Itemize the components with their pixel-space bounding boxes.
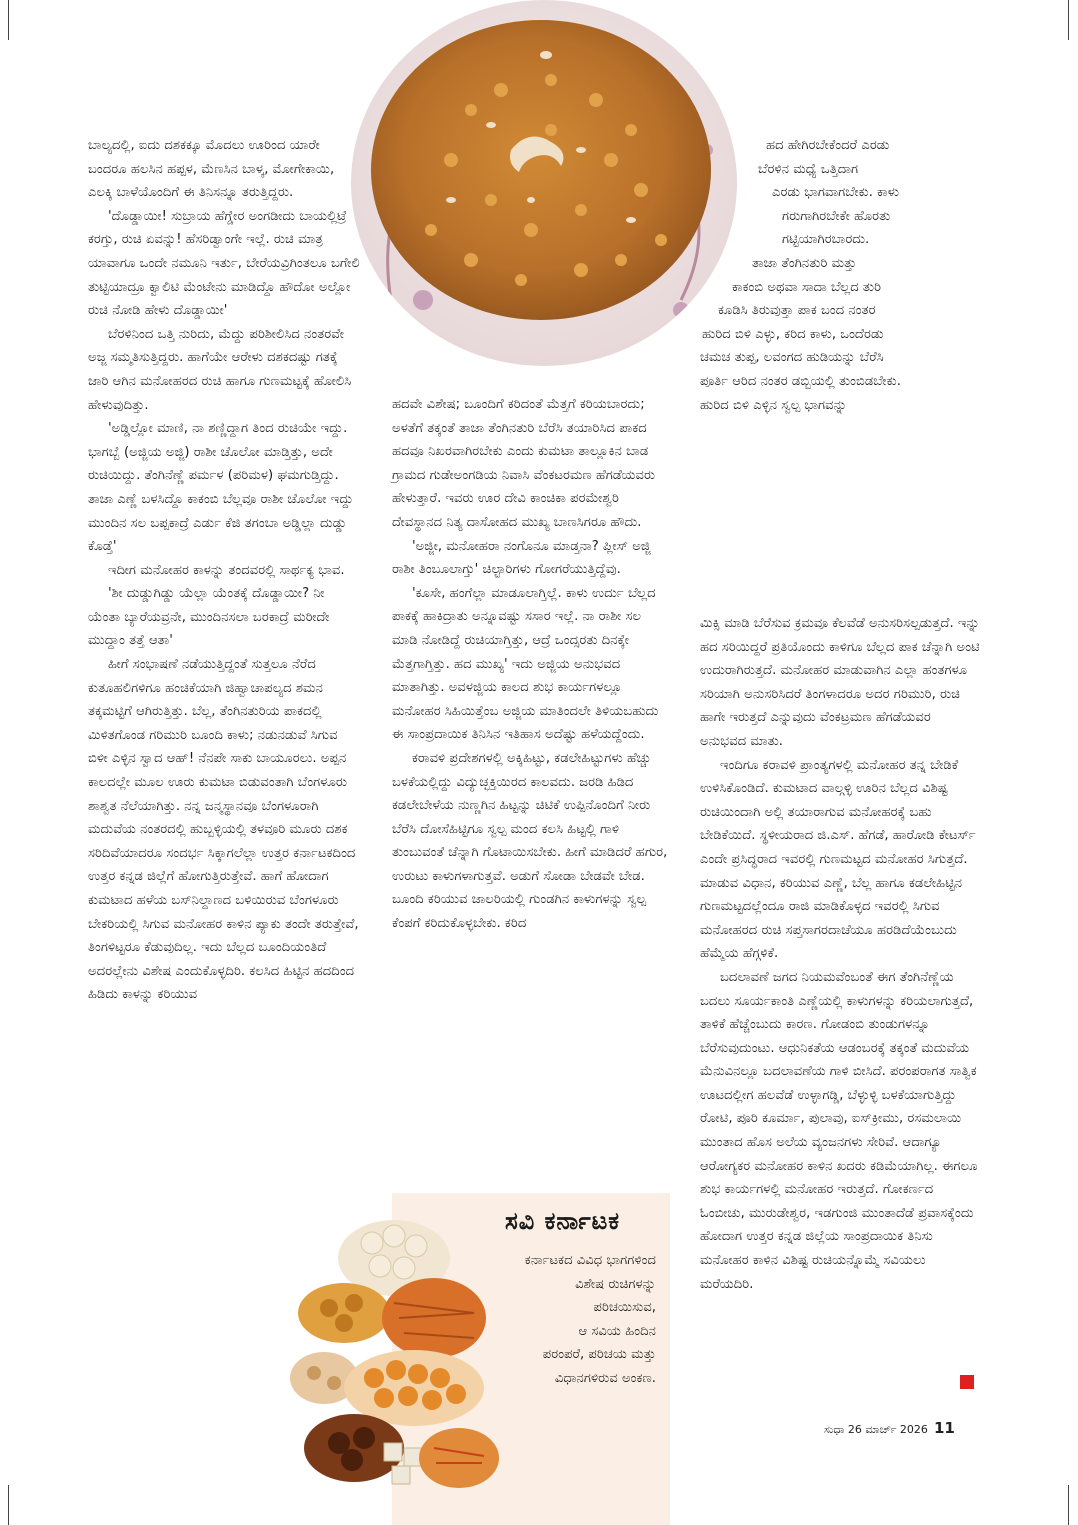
wrap-line: ಪೂರ್ತಿ ಆರಿದ ನಂತರ ಡಬ್ಬಿಯಲ್ಲಿ ತುಂಬಿಡಬೇಕು. [700,373,901,389]
crop-mark [8,1485,9,1525]
wrap-line: ಬೆರಳಿನ ಮಧ್ಯೆ ಒತ್ತಿದಾಗ [758,161,859,177]
page-footer [824,1419,955,1437]
manohara-dish-photo [351,0,737,366]
paragraph: ಬಾಲ್ಯದಲ್ಲಿ, ಐದು ದಶಕಕ್ಕೂ ಮೊದಲು ಊರಿಂದ ಯಾರೇ ಬಂದರೂ ಹಲಸಿನ ಹಪ್ಪಳ, ಮೆಣಸಿನ ಬಾಳ್ಕ, ಮೋಗೇಕಾಯಿ, ಎಲಕ್ಕಿ ಬಾಳೆಯೊಂದಿಗೆ ಈ ತಿನಿಸನ್ನೂ ತರುತ್ತಿದ್ದರು. [88,138,335,201]
description-line: ಕರ್ನಾಟಕದ ವಿವಿಧ ಭಾಗಗಳಿಂದ [524,1253,656,1268]
paragraph: ಬದಲಾವಣೆ ಜಗದ ನಿಯಮವೆಂಬಂತೆ ಈಗ ತೆಂಗಿನೆಣ್ಣೆಯ ಬದಲು ಸೂರ್ಯಕಾಂತಿ ಎಣ್ಣೆಯಲ್ಲಿ ಕಾಳುಗಳನ್ನು ಕರಿಯಲಾಗುತ್ತದೆ, ತಾಳಿಕೆ ಹೆಚ್ಚೆಂಬುದು ಕಾರಣ. ಗೋಡಂಬಿ ತುಂಡುಗಳನ್ನೂ ಬೆರೆಸುವುದುಂಟು. ಆಧುನಿಕತೆಯ ಆಡಂಬರಕ್ಕೆ ತಕ್ಕಂತೆ ಮದುವೆಯ ಮೆನುವಿನಲ್ಲೂ ಬದಲಾವಣೆಯ ಗಾಳಿ ಬೀಸಿದೆ. ಪರಂಪರಾಗತ ಸಾತ್ವಿಕ ಊಟದಲ್ಲೀಗ ಹಲವೆಡೆ ಉಳ್ಳಾಗಡ್ಡಿ, ಬೆಳ್ಳುಳ್ಳಿ ಬಳಕೆಯಾಗುತ್ತಿದ್ದು ರೋಟಿ, ಪೂರಿ ಕೂರ್ಮಾ, ಪುಲಾವು, ಐಸ್‌ಕ್ರೀಮು, ರಸಮಲಾಯಿ ಮುಂತಾದ ಹೊಸ ಅಲೆಯ ವ್ಯಂಜನಗಳು ಸೇರಿವೆ. ಆದಾಗ್ಯೂ ಆರೋಗ್ಯಕರ ಮನೋಹರ ಕಾಳಿನ ಖದರು ಕಡಿಮೆಯಾಗಿಲ್ಲ. ಈಗಲೂ ಶುಭ ಕಾರ್ಯಗಳಲ್ಲಿ ಮನೋಹರ ಇರುತ್ತದೆ. ಗೋಕರ್ಣದ ಓಂಬೀಚು, ಮುರುಡೇಶ್ವರ, ಇಡಗುಂಜಿ ಮುಂತಾದೆಡೆ ಪ್ರವಾಸಕ್ಕೆಂದು ಹೋದಾಗ ಉತ್ತರ ಕನ್ನಡ ಜಿಲ್ಲೆಯ ಸಾಂಪ್ರದಾಯಿಕ ತಿನಿಸು ಮನೋಹರ ಕಾಳಿನ ವಿಶಿಷ್ಟ ರುಚಿಯನ್ನೊಮ್ಮೆ ಸವಿಯಲು ಮರೆಯದಿರಿ. [700,969,978,1292]
article-end-mark [960,1375,974,1389]
paragraph: ಬೆರಳಿನಿಂದ ಒತ್ತಿ ನುರಿದು, ಮೆದ್ದು ಪರಿಶೀಲಿಸಿದ ನಂತರವೇ ಅಜ್ಜ ಸಮ್ಮತಿಸುತ್ತಿದ್ದರು. ಹಾಗೆಯೇ ಆರೇಳು ದಶಕದಷ್ಟು ಗತಕ್ಕೆ ಜಾರಿ ಆಗಿನ ಮನೋಹರದ ರುಚಿ ಹಾಗೂ ಗುಣಮಟ್ಟಕ್ಕೆ ಹೋಲಿಸಿ ಹೇಳುವುದಿತ್ತು. [88,326,352,413]
wrap-line: ಗಟ್ಟಿಯಾಗಿರಬಾರದು. [782,232,870,248]
crop-mark [1068,0,1069,40]
article-right-column-wrap [690,134,990,417]
paragraph: 'ಶೀ ದುಡ್ಡುಗಿಡ್ಡು ಯೆಲ್ಲಾ ಯೆಂತಕ್ಕೆ ದೊಡ್ಡಾಯೀ? ನೀ ಯೆಂತಾ ಬ್ಯಾರೆಯವ್ರನೇ, ಮುಂದಿನಸಲಾ ಬರಕಾದ್ರೆ ಮರೀದೇ ಮುದ್ದಾಂ ತತ್ತೆ ಆತಾ' [88,586,330,649]
description-line: ಪರಿಚಯಿಸುವ, [593,1300,656,1316]
paragraph: ಕರಾವಳಿ ಪ್ರದೇಶಗಳಲ್ಲಿ ಅಕ್ಕಿಹಿಟ್ಟು, ಕಡಲೇಹಿಟ್ಟುಗಳು ಹೆಚ್ಚು ಬಳಕೆಯಲ್ಲಿದ್ದು ವಿದ್ಯುಚ್ಛಕ್ತಿಯಿರದ ಕಾಲವದು. ಜರಡಿ ಹಿಡಿದ ಕಡಲೇಬೇಳೆಯ ನುಣ್ಣಗಿನ ಹಿಟ್ಟನ್ನು ಚಿಟಿಕೆ ಉಪ್ಪಿನೊಂದಿಗೆ ನೀರು ಬೆರೆಸಿ ದೋಸೆಹಿಟ್ಟಿಗೂ ಸ್ವಲ್ಪ ಮಂದ ಕಲಸಿ ಹಿಟ್ಟಲ್ಲಿ ಗಾಳಿ ತುಂಬುವಂತೆ ಚೆನ್ನಾಗಿ ಗೊಟಾಯಿಸಬೇಕು. ಹೀಗೆ ಮಾಡಿದರೆ ಹಗುರ, ಉರುಟು ಕಾಳುಗಳಾಗುತ್ತವೆ. ಅಡುಗೆ ಸೋಡಾ ಬೇಡವೇ ಬೇಡ. ಬೂಂದಿ ಕರಿಯುವ ಜಾಲರಿಯಲ್ಲಿ ಗುಂಡಗಿನ ಕಾಳುಗಳನ್ನು ಸ್ವಲ್ಪ ಕೆಂಪಗೆ ಕರಿದುಕೊಳ್ಳಬೇಕು. ಕರಿದ [392,750,668,932]
page-number: 11 [933,1419,955,1437]
wrap-line: ಗರುಗಾಗಿರಬೇಕೇ ಹೊರತು [782,208,891,224]
paragraph: ಹೀಗೆ ಸಂಭಾಷಣೆ ನಡೆಯುತ್ತಿದ್ದಂತೆ ಸುತ್ತಲೂ ನೆರೆದ ಕುತೂಹಲಿಗಳಿಗೂ ಹಂಚಿಕೆಯಾಗಿ ಜಿಹ್ವಾಚಾಪಲ್ಯದ ಶಮನ ತಕ್ಕಮಟ್ಟಿಗೆ ಆಗಿರುತ್ತಿತ್ತು. ಬೆಲ್ಲ, ತೆಂಗಿನತುರಿಯ ಪಾಕದಲ್ಲಿ ಮಿಳಿತಗೊಂಡ ಗರಿಮುರಿ ಬೂಂದಿ ಕಾಳು; ನಡುನಡುವೆ ಸಿಗುವ ಬಿಳೀ ಎಳ್ಳಿನ ಸ್ವಾದ ಆಹ್! ನೆನಪೇ ಸಾಕು ಬಾಯೂರಲು. ಅಪ್ಪನ ಕಾಲದಲ್ಲೇ ಮೂಲ ಊರು ಕುಮಟಾ ಬಿಡುವಂತಾಗಿ ಬೆಂಗಳೂರು ಶಾಶ್ವತ ನೆಲೆಯಾಗಿತ್ತು. ನನ್ನ ಜನ್ಮಸ್ಥಾನವೂ ಬೆಂಗಳೂರಾಗಿ ಮದುವೆಯ ನಂತರದಲ್ಲಿ ಹುಬ್ಬಳ್ಳಿಯಲ್ಲಿ ತಳವೂರಿ ಮೂರು ದಶಕ ಸರಿದಿವೆಯಾದರೂ ಸಂದರ್ಭ ಸಿಕ್ಕಾಗಲೆಲ್ಲಾ ಉತ್ತರ ಕರ್ನಾಟಕದಿಂದ ಉತ್ತರ ಕನ್ನಡ ಜಿಲ್ಲೆಗೆ ಹೋಗುತ್ತಿರುತ್ತೇವೆ. ಹಾಗೆ ಹೋದಾಗ ಕುಮಟಾದ ಹಳೆಯ ಬಸ್‌ನಿಲ್ದಾಣದ ಬಳಿಯಿರುವ ಬೆಂಗಳೂರು ಬೇಕರಿಯಲ್ಲಿ ಸಿಗುವ ಮನೋಹರ ಕಾಳಿನ ಪ್ಯಾಕು ತಂದೇ ತರುತ್ತೇವೆ, ತಿಂಗಳಿಟ್ಟರೂ ಕೆಡುವುದಿಲ್ಲ. ಇದು ಬೆಲ್ಲದ ಬೂಂದಿಯಂತಿದೆ ಅದರಲ್ಲೇನು ವಿಶೇಷ ಎಂದುಕೊಳ್ಳದಿರಿ. ಕಲಸಿದ ಹಿಟ್ಟಿನ ಹದದಿಂದ ಹಿಡಿದು ಕಾಳನ್ನು ಕರಿಯುವ [88,657,359,1003]
crop-mark [1068,1485,1069,1525]
description-line: ವಿಶೇಷ ರುಚಿಗಳನ್ನು [575,1276,656,1292]
description-line: ಆ ಸವಿಯ ಹಿಂದಿನ [578,1323,656,1339]
sweets-photo [284,1198,506,1498]
article-left-column [88,134,360,1007]
article-middle-column [392,393,670,936]
wrap-line: ಚಮಚ ತುಪ್ಪ, ಲವಂಗದ ಹುಡಿಯನ್ನು ಬೆರೆಸಿ [700,350,884,366]
paragraph: 'ದೊಡ್ಡಾಯೀ! ಸುಬ್ರಾಯ ಹೆಗ್ಡೇರ ಅಂಗಡೀದು ಬಾಯಲ್ಲಿಟ್ರೆ ಕರಗ್ತು, ರುಚಿ ಏವನ್ನು! ಹೆಸರಿಡ್ವಾಂಗೇ ಇಲ್ಲೆ. ರುಚಿ ಮಾತ್ರ ಯಾವಾಗೂ ಒಂದೇ ನಮೂನಿ ಇರ್ತು, ಬೇರೆಯವ್ರಿಗಿಂತಲೂ ಬಗೇಲಿ ತುಟ್ಟಿಯಾದ್ರೂ ಕ್ವಾಲಿಟಿ ಮೆಂಟೇನು ಮಾಡಿದ್ದೊ ಹೌದೋ ಅಲ್ಲೋ ರುಚಿ ನೋಡಿ ಹೇಳು ದೊಡ್ಡಾಯೀ' [88,208,360,319]
wrap-line: ಕಾಕಂಬಿ ಅಥವಾ ಸಾದಾ ಬೆಲ್ಲದ ತುರಿ [732,279,882,295]
description-line: ಪರಂಪರೆ, ಪರಿಚಯ ಮತ್ತು [542,1347,656,1363]
wrap-line: ಹುರಿದ ಬಿಳಿ ಎಳ್ಳಿನ ಸ್ವಲ್ಪ ಭಾಗವನ್ನು [700,397,847,413]
wrap-line: ಹುರಿದ ಬಿಳಿ ಎಳ್ಳು, ಕರಿದ ಕಾಳು, ಒಂದೆರಡು [702,326,884,342]
paragraph: 'ಅಜ್ಜೀ, ಮನೋಹರಾ ನಂಗೊನೂ ಮಾಡ್ತನಾ? ಪ್ಲೀಸ್ ಅಜ್ಜಿ ರಾಶೀ ತಿಂಬೂಲಾಗ್ತು' ಚಿಲ್ಟಾರಿಗಳು ಗೋಗರೆಯುತ್ತಿದ್ದೆವು. [392,538,651,578]
description-line: ವಿಧಾನಗಳಿರುವ ಅಂಕಣ. [554,1370,656,1386]
issue-date: ಸುಧಾ 26 ಮಾರ್ಚ್ 2026 [824,1423,928,1436]
paragraph: ಮಿಕ್ಸಿ ಮಾಡಿ ಬೆರೆಸುವ ಕ್ರಮವೂ ಕೆಲವೆಡೆ ಅನುಸರಿಸಲ್ಪಡುತ್ತದೆ. ಇನ್ನು ಹದ ಸರಿಯಿದ್ದರೆ ಪ್ರತಿಯೊಂದು ಕಾಳಿಗೂ ಬೆಲ್ಲದ ಪಾಕ ಚೆನ್ನಾಗಿ ಅಂಟಿ ಉದುರಾಗಿರುತ್ತದೆ. ಮನೋಹರ ಮಾಡುವಾಗಿನ ಎಲ್ಲಾ ಹಂತಗಳೂ ಸರಿಯಾಗಿ ಅನುಸರಿಸಿದರೆ ತಿಂಗಳಾದರೂ ಅದರ ಗರಿಮುರಿ, ರುಚಿ ಹಾಗೇ ಇರುತ್ತದೆ ಎನ್ನುವುದು ವೆಂಕಟ್ರಮಣ ಹೆಗಡೆಯವರ ಅನುಭವದ ಮಾತು. [700,616,980,749]
article-right-column [700,612,980,1296]
wrap-line: ಎರಡು ಭಾಗವಾಗಬೇಕು. ಕಾಳು [772,185,900,201]
paragraph: 'ಕೂಸೇ, ಹಂಗೆಲ್ಲಾ ಮಾಡೂಲಾಗ್ತಿಲ್ಲೆ. ಕಾಳು ಉರ್ದು ಬೆಲ್ಲದ ಪಾಕಕ್ಕೆ ಹಾಕಿದ್ರಾತು ಅನ್ನೂವಷ್ಟು ಸಸಾರ ಇಲ್ಲೆ. ನಾ ರಾಶೀ ಸಲ ಮಾಡಿ ನೋಡಿದ್ದೆ ರುಚಿಯಾಗ್ತಿತ್ತು, ಆದ್ರೆ ಒಂದ್ಸರತು ದಿನಕ್ಕೇ ಮೆತ್ತಗಾಗ್ತಿತ್ತು. ಹದ ಮುಖ್ಯ' ಇದು ಅಜ್ಜಿಯ ಅನುಭವದ ಮಾತಾಗಿತ್ತು. ಅವಳಜ್ಜಿಯ ಕಾಲದ ಶುಭ ಕಾರ್ಯಗಳಲ್ಲೂ ಮನೋಹರ ಸಿಹಿಯಿತ್ತೆಂಬ ಅಜ್ಜಿಯ ಮಾತಿಂದಲೇ ತಿಳಿಯಬಹುದು ಈ ಸಾಂಪ್ರದಾಯಿಕ ತಿನಿಸಿನ ಇತಿಹಾಸ ಅದೆಷ್ಟು ಹಳೆಯದ್ದೆಂದು. [392,585,659,743]
paragraph: 'ಅಡ್ಡಿಲ್ಲೋ ಮಾಣಿ, ನಾ ಶಣ್ಣಿದ್ದಾಗ ತಿಂದ ರುಚಿಯೇ ಇದ್ದು. ಭಾಗಬ್ಬೆ (ಅಜ್ಜಿಯ ಅಜ್ಜಿ) ರಾಶೀ ಚೊಲೋ ಮಾಡ್ತಿತ್ತು, ಅದೇ ರುಚಿಯಿದ್ದು. ತೆಂಗಿನೆಣ್ಣೆ ಪರ್ಮಳ (ಪರಿಮಳ) ಘಮಗುಡ್ತಿದ್ದು. ತಾಜಾ ಎಣ್ಣೆ ಬಳಸಿದ್ದೊ ಕಾಕಂಬಿ ಬೆಲ್ಲವೂ ರಾಶೀ ಚೊಲೋ ಇದ್ದು ಮುಂದಿನ ಸಲ ಬಪ್ಪಕಾದ್ರೆ ಎರ್ಡು ಕೆಜಿ ತಗಂಬಾ ಅಡ್ಡಿಲ್ಲಾ ದುಡ್ಡು ಕೊಡ್ತೆ' [88,421,354,555]
paragraph: ಹದವೇ ವಿಶೇಷ; ಬೂಂದಿಗೆ ಕರಿದಂತೆ ಮೆತ್ತಗೆ ಕರಿಯಬಾರದು; ಅಳತೆಗೆ ತಕ್ಕಂತೆ ತಾಜಾ ತೆಂಗಿನತುರಿ ಬೆರೆಸಿ ತಯಾರಿಸಿದ ಪಾಕದ ಹದವೂ ನಿಖರವಾಗಿರಬೇಕು ಎಂದು ಕುಮಟಾ ತಾಲ್ಲೂಕಿನ ಬಾಡ ಗ್ರಾಮದ ಗುಡೇಅಂಗಡಿಯ ನಿವಾಸಿ ವೆಂಕಟರಮಣ ಹೆಗಡೆಯವರು ಹೇಳುತ್ತಾರೆ. ಇವರು ಊರ ದೇವಿ ಕಾಂಚಿಕಾ ಪರಮೇಶ್ವರಿ ದೇವಸ್ಥಾನದ ನಿತ್ಯ ದಾಸೋಹದ ಮುಖ್ಯ ಬಾಣಸಿಗರೂ ಹೌದು. [392,397,656,530]
wrap-line: ಕೂಡಿಸಿ ತಿರುವುತ್ತಾ ಪಾಕ ಬಂದ ನಂತರ [718,303,876,319]
crop-mark [8,0,9,40]
column-title: ಸವಿ ಕರ್ನಾಟಕ [505,1207,621,1235]
paragraph: ಇಂದಿಗೂ ಕರಾವಳಿ ಪ್ರಾಂತ್ಯಗಳಲ್ಲಿ ಮನೋಹರ ತನ್ನ ಬೇಡಿಕೆ ಉಳಿಸಿಕೊಂಡಿದೆ. ಕುಮಟಾದ ವಾಲ್ಗಳ್ಳಿ ಊರಿನ ಬೆಲ್ಲದ ವಿಶಿಷ್ಟ ರುಚಿಯಿಂದಾಗಿ ಅಲ್ಲಿ ತಯಾರಾಗುವ ಮನೋಹರಕ್ಕೆ ಬಹು ಬೇಡಿಕೆಯಿದೆ. ಸ್ಥಳೀಯರಾದ ಜಿ.ಎಸ್. ಹೆಗಡೆ, ಹಾರೋಡಿ ಕೇಟರ್ಸ್ ಎಂದೇ ಪ್ರಸಿದ್ಧರಾದ ಇವರಲ್ಲಿ ಗುಣಮಟ್ಟದ ಮನೋಹರ ಸಿಗುತ್ತದೆ. ಮಾಡುವ ವಿಧಾನ, ಕರಿಯುವ ಎಣ್ಣೆ, ಬೆಲ್ಲ ಹಾಗೂ ಕಡಲೇಹಿಟ್ಟಿನ ಗುಣಮಟ್ಟದಲ್ಲೆಂದೂ ರಾಜಿ ಮಾಡಿಕೊಳ್ಳದ ಇವರಲ್ಲಿ ಸಿಗುವ ಮನೋಹರದ ರುಚಿ ಸಪ್ತಸಾಗರದಾಚೆಯೂ ಹರಡಿದೆಯೆಂಬುದು ಹೆಮ್ಮೆಯ ಹೆಗ್ಗಳಿಕೆ. [700,757,976,962]
paragraph: ಇದೀಗ ಮನೋಹರ ಕಾಳನ್ನು ತಂದವರಲ್ಲಿ ಸಾರ್ಥಕ್ಯ ಭಾವ. [108,562,345,578]
wrap-line: ಹದ ಹೇಗಿರಬೇಕೆಂದರೆ ಎರಡು [766,138,890,153]
wrap-line: ತಾಜಾ ತೆಂಗಿನತುರಿ ಮತ್ತು [752,255,857,271]
